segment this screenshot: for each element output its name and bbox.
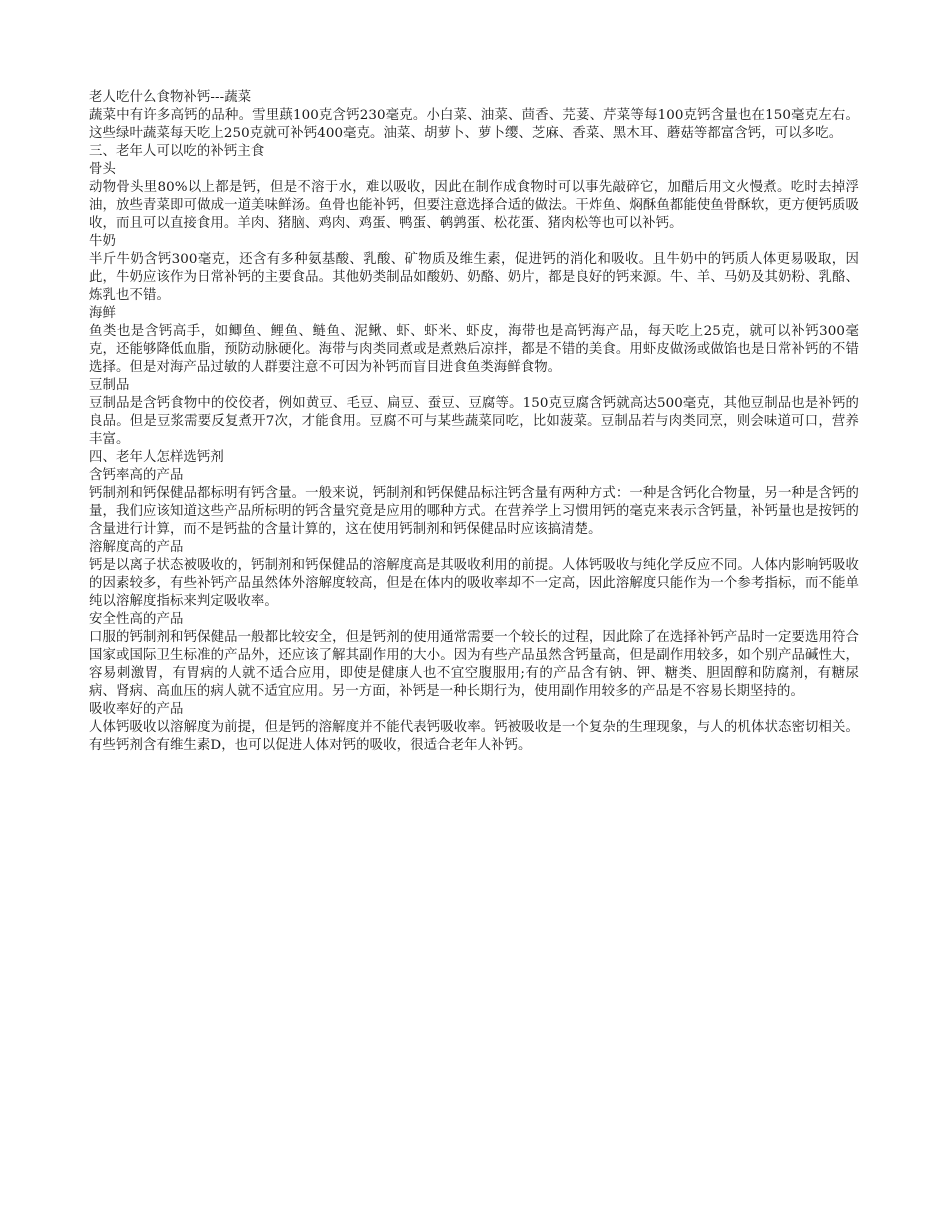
- subheading-absorption: 吸收率好的产品: [89, 702, 184, 717]
- solubility-paragraph: 钙是以离子状态被吸收的，钙制剂和钙保健品的溶解度高是其吸收利用的前提。人体钙吸收与纯化学反应不同。人体内影响钙吸收的因素较多，有些补钙产品虽然体外溶解度较高，但是在体内的吸收率却不一定高，因此溶解度只能作为一个参考指标，而不能单纯以溶解度指标来判定吸收率。: [89, 558, 859, 609]
- subheading-soy: 豆制品: [89, 378, 130, 393]
- absorption-paragraph: 人体钙吸收以溶解度为前提，但是钙的溶解度并不能代表钙吸收率。钙被吸收是一个复杂的生理现象，与人的机体状态密切相关。有些钙剂含有维生素D，也可以促进人体对钙的吸收，很适合老年人补钙。: [89, 720, 859, 753]
- subheading-safety: 安全性高的产品: [89, 612, 184, 627]
- subheading-high-calcium: 含钙率高的产品: [89, 468, 184, 483]
- section-title-vegetables: 老人吃什么食物补钙---蔬菜: [89, 90, 252, 105]
- subheading-seafood: 海鲜: [89, 306, 116, 321]
- subheading-milk: 牛奶: [89, 234, 116, 249]
- subheading-solubility: 溶解度高的产品: [89, 540, 184, 555]
- vegetables-paragraph: 蔬菜中有许多高钙的品种。雪里蕻100克含钙230毫克。小白菜、油菜、茴香、芫荽、芹菜等每100克钙含量也在150毫克左右。这些绿叶蔬菜每天吃上250克就可补钙400毫克。油菜、胡萝卜、萝卜缨、芝麻、香菜、黑木耳、蘑菇等都富含钙，可以多吃。: [89, 108, 859, 141]
- subheading-bones: 骨头: [89, 162, 116, 177]
- section-title-choosing: 四、老年人怎样选钙剂: [89, 450, 224, 465]
- seafood-paragraph: 鱼类也是含钙高手，如鲫鱼、鲤鱼、鲢鱼、泥鳅、虾、虾米、虾皮，海带也是高钙海产品，每天吃上25克，就可以补钙300毫克，还能够降低血脂，预防动脉硬化。海带与肉类同煮或是煮熟后凉拌，都是不错的美食。用虾皮做汤或做馅也是日常补钙的不错选择。但是对海产品过敏的人群要注意不可因为补钙而盲目进食鱼类海鲜食物。: [89, 324, 859, 375]
- soy-paragraph: 豆制品是含钙食物中的佼佼者，例如黄豆、毛豆、扁豆、蚕豆、豆腐等。150克豆腐含钙就高达500毫克，其他豆制品也是补钙的良品。但是豆浆需要反复煮开7次，才能食用。豆腐不可与某些蔬菜同吃，比如菠菜。豆制品若与肉类同烹，则会味道可口，营养丰富。: [89, 396, 859, 447]
- bones-paragraph: 动物骨头里80%以上都是钙，但是不溶于水，难以吸收，因此在制作成食物时可以事先敲碎它，加醋后用文火慢煮。吃时去掉浮油，放些青菜即可做成一道美味鲜汤。鱼骨也能补钙，但要注意选择合适的做法。干炸鱼、焖酥鱼都能使鱼骨酥软，更方便钙质吸收，而且可以直接食用。羊肉、猪脑、鸡肉、鸡蛋、鸭蛋、鹌鹑蛋、松花蛋、猪肉松等也可以补钙。: [89, 180, 859, 231]
- document-body: [89, 89, 859, 755]
- milk-paragraph: 半斤牛奶含钙300毫克，还含有多种氨基酸、乳酸、矿物质及维生素，促进钙的消化和吸收。且牛奶中的钙质人体更易吸取，因此，牛奶应该作为日常补钙的主要食品。其他奶类制品如酸奶、奶酪、奶片，都是良好的钙来源。牛、羊、马奶及其奶粉、乳酪、炼乳也不错。: [89, 252, 859, 303]
- section-title-staples: 三、老年人可以吃的补钙主食: [89, 144, 265, 159]
- safety-paragraph: 口服的钙制剂和钙保健品一般都比较安全，但是钙剂的使用通常需要一个较长的过程，因此除了在选择补钙产品时一定要选用符合国家或国际卫生标准的产品外，还应该了解其副作用的大小。因为有些产品虽然含钙量高，但是副作用较多，如个别产品碱性大，容易刺激胃，有胃病的人就不适合应用，即使是健康人也不宜空腹服用;有的产品含有钠、钾、糖类、胆固醇和防腐剂，有糖尿病、肾病、高血压的病人就不适宜应用。另一方面，补钙是一种长期行为，使用副作用较多的产品是不容易长期坚持的。: [89, 630, 859, 699]
- high-calcium-paragraph: 钙制剂和钙保健品都标明有钙含量。一般来说，钙制剂和钙保健品标注钙含量有两种方式：一种是含钙化合物量，另一种是含钙的量，我们应该知道这些产品所标明的钙含量究竟是应用的哪种方式。在营养学上习惯用钙的毫克来表示含钙量，补钙量也是按钙的含量进行计算，而不是钙盐的含量计算的，这在使用钙制剂和钙保健品时应该搞清楚。: [89, 486, 859, 537]
